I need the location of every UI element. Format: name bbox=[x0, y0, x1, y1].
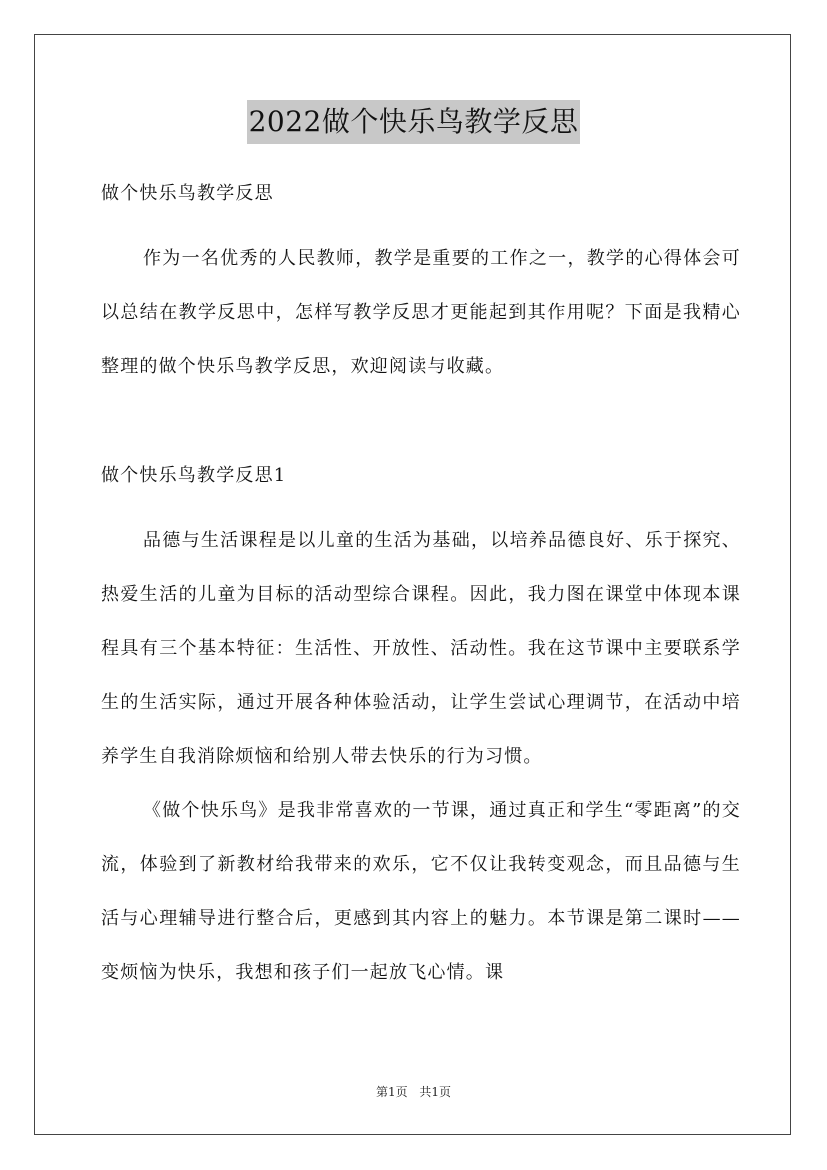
intro-paragraph: 作为一名优秀的人民教师，教学是重要的工作之一，教学的心得体会可以总结在教学反思中，怎样写教学反思才更能起到其作用呢？下面是我精心整理的做个快乐鸟教学反思，欢迎阅读与收藏。 bbox=[101, 248, 741, 377]
section-heading: 做个快乐鸟教学反思1 bbox=[101, 465, 287, 486]
document-body bbox=[101, 176, 741, 1000]
spacer bbox=[101, 394, 741, 458]
title-container bbox=[0, 100, 827, 144]
page-footer bbox=[0, 1083, 827, 1100]
page-total: 共1页 bbox=[419, 1085, 452, 1099]
spacer bbox=[101, 212, 741, 232]
spacer bbox=[101, 494, 741, 514]
document-subtitle: 做个快乐鸟教学反思 bbox=[101, 183, 274, 204]
body-paragraph-2: 《做个快乐鸟》是我非常喜欢的一节课，通过真正和学生“零距离”的交流，体验到了新教材给我带来的欢乐，它不仅让我转变观念，而且品德与生活与心理辅导进行整合后，更感到其内容上的魅力。本节课是第二课时——变烦恼为快乐，我想和孩子们一起放飞心情。课 bbox=[101, 800, 741, 983]
page-number: 第1页 bbox=[375, 1085, 408, 1099]
body-paragraph-1: 品德与生活课程是以儿童的生活为基础，以培养品德良好、乐于探究、热爱生活的儿童为目标的活动型综合课程。因此，我力图在课堂中体现本课程具有三个基本特征：生活性、开放性、活动性。我在这节课中主要联系学生的生活实际，通过开展各种体验活动，让学生尝试心理调节，在活动中培养学生自我消除烦恼和给别人带去快乐的行为习惯。 bbox=[101, 530, 741, 767]
document-title: 2022做个快乐鸟教学反思 bbox=[247, 100, 581, 144]
